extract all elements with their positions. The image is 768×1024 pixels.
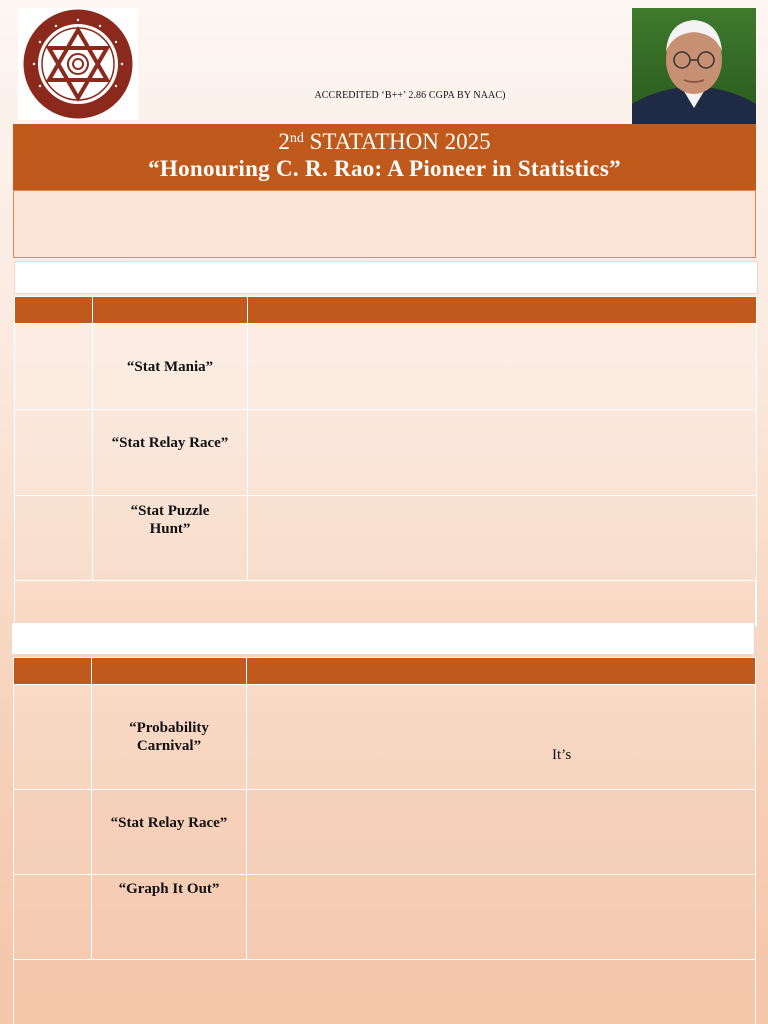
event-description-text: It’s bbox=[552, 747, 572, 763]
table-row bbox=[14, 875, 756, 960]
section-heading-bar-2 bbox=[11, 622, 755, 655]
header-cell-number bbox=[14, 658, 92, 685]
row-number-cell bbox=[15, 410, 93, 496]
event-name: STATATHON 2025 bbox=[303, 129, 491, 154]
table-row bbox=[15, 324, 757, 410]
header-cell-description bbox=[248, 297, 757, 324]
table-row bbox=[15, 410, 757, 496]
row-number-cell bbox=[14, 875, 92, 960]
table-footer-row bbox=[15, 581, 757, 627]
header-cell-event bbox=[93, 297, 248, 324]
events-table-2 bbox=[13, 657, 756, 1024]
table-footer-cell bbox=[14, 960, 756, 1024]
event-name: “Stat Relay Race” bbox=[111, 435, 229, 451]
event-title bbox=[13, 129, 756, 155]
event-name-cell bbox=[92, 790, 247, 875]
table-row bbox=[14, 685, 756, 790]
event-name: “Probability Carnival” bbox=[129, 720, 209, 754]
event-description-cell bbox=[248, 410, 757, 496]
row-number-cell bbox=[15, 324, 93, 410]
table-footer-cell bbox=[15, 581, 757, 627]
event-description-cell bbox=[248, 324, 757, 410]
row-number-cell bbox=[14, 790, 92, 875]
event-name-cell bbox=[93, 410, 248, 496]
header-cell-number bbox=[15, 297, 93, 324]
event-name: “Graph It Out” bbox=[118, 881, 220, 897]
events-table-1 bbox=[14, 296, 757, 627]
accreditation-text: ACCREDITED ‘B++’ 2.86 CGPA BY NAAC) bbox=[314, 90, 506, 101]
event-description-cell bbox=[247, 685, 756, 790]
table-border-line bbox=[755, 580, 757, 626]
event-name: “Stat Relay Race” bbox=[110, 815, 228, 831]
table-footer-row bbox=[14, 960, 756, 1024]
event-description-cell bbox=[248, 496, 757, 581]
event-name-cell bbox=[92, 685, 247, 790]
event-name: “Stat Puzzle Hunt” bbox=[130, 503, 210, 537]
table-row bbox=[15, 496, 757, 581]
event-banner bbox=[13, 124, 756, 190]
table-row bbox=[14, 790, 756, 875]
university-logo bbox=[18, 8, 138, 120]
event-name-cell bbox=[93, 496, 248, 581]
ordinal-number: 2 bbox=[278, 129, 290, 154]
ordinal-suffix: nd bbox=[289, 131, 304, 146]
table-header-row bbox=[14, 658, 756, 685]
intro-box bbox=[13, 190, 756, 258]
event-description-cell bbox=[247, 875, 756, 960]
university-logo-icon bbox=[18, 8, 138, 120]
portrait-photo bbox=[632, 8, 756, 124]
event-description-cell bbox=[247, 790, 756, 875]
portrait-photo-icon bbox=[632, 8, 756, 124]
event-name: “Stat Mania” bbox=[126, 359, 214, 375]
row-number-cell bbox=[15, 496, 93, 581]
header-cell-event bbox=[92, 658, 247, 685]
table-header-row bbox=[15, 297, 757, 324]
section-heading-bar-1 bbox=[14, 261, 758, 294]
row-number-cell bbox=[14, 685, 92, 790]
event-name-cell bbox=[92, 875, 247, 960]
header-cell-description bbox=[247, 658, 756, 685]
event-theme: “Honouring C. R. Rao: A Pioneer in Statistics” bbox=[148, 156, 621, 181]
event-name-cell bbox=[93, 324, 248, 410]
